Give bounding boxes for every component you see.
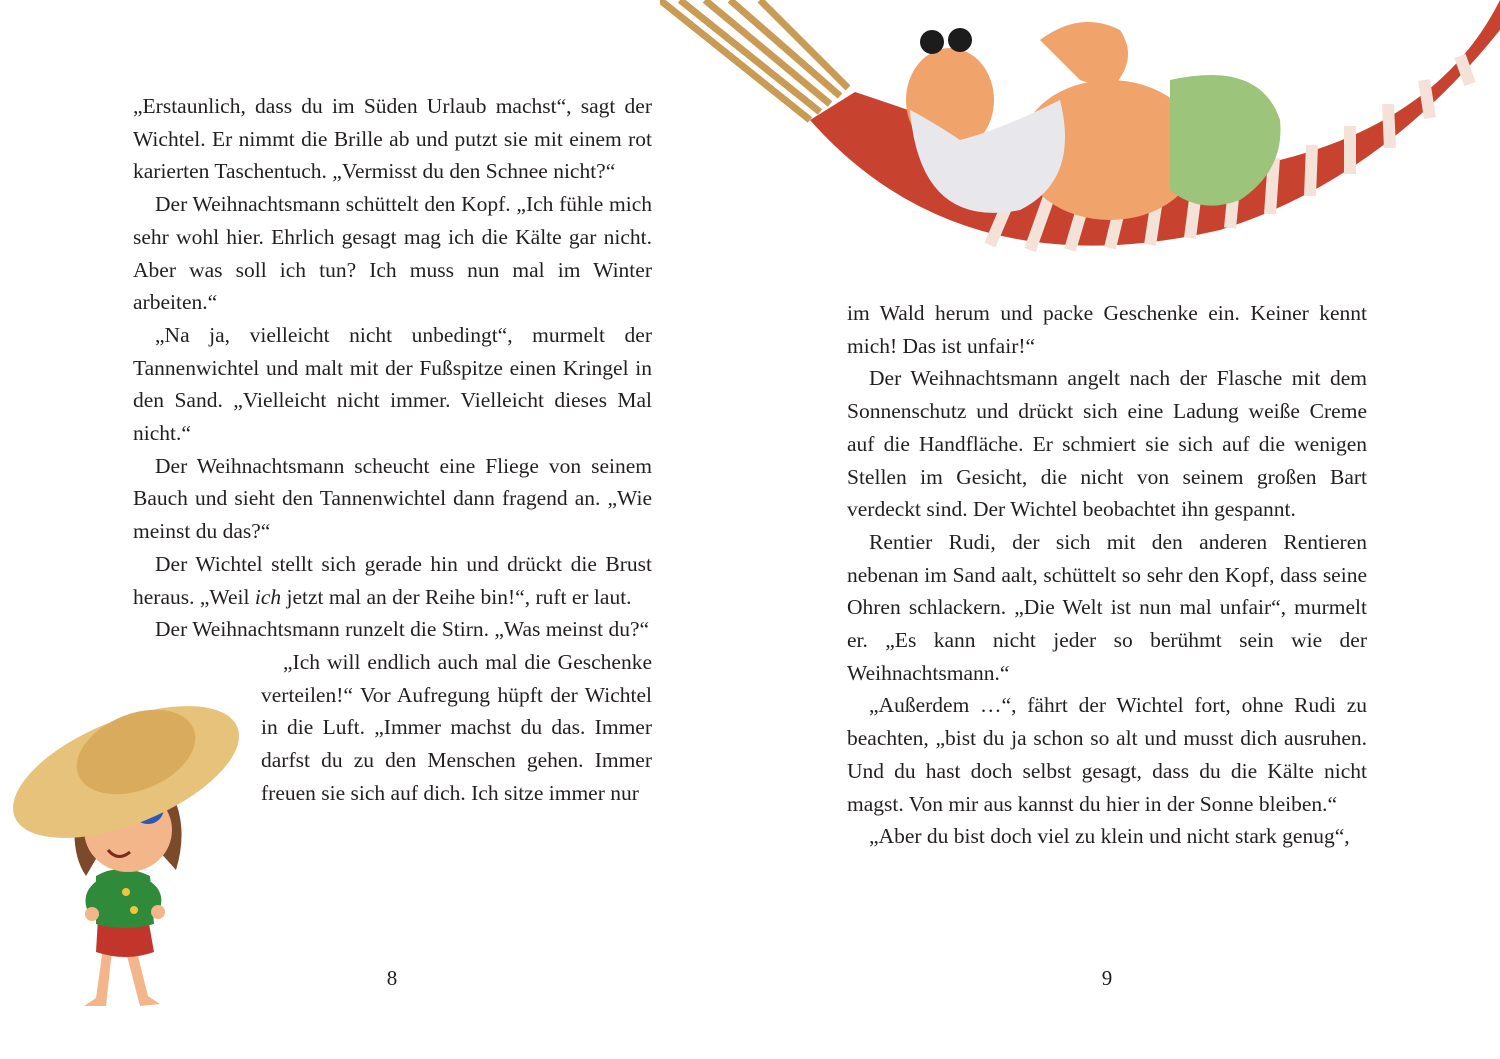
paragraph: Der Weihnachtsmann runzelt die Stirn. „Was meinst du?“	[155, 617, 650, 642]
right-page	[750, 0, 1500, 1059]
paragraph: „Ich will endlich auch mal die Geschenke verteilen!“ Vor Aufregung hüpft der Wichtel in die Luft. „Immer machst du das. Immer darfst du zu den Menschen gehen. Immer freuen sie sich auf dich. Ich sitze immer nur	[261, 649, 652, 805]
paragraph: „Aber du bist doch viel zu klein und nicht stark genug“,	[869, 824, 1350, 849]
paragraph: im Wald herum und packe Geschenke ein. Keiner kennt mich! Das ist unfair!“	[847, 301, 1367, 358]
paragraph-text: Der Wichtel stellt sich gerade hin und drückt die Brust heraus. „Weil	[133, 551, 652, 609]
paragraph: „Erstaunlich, dass du im Süden Urlaub machst“, sagt der Wichtel. Er nimmt die Brille ab und putzt sie mit einem rot karierten Taschentuch. „Vermisst du den Schnee nicht?“	[133, 94, 652, 184]
paragraph: „Na ja, vielleicht nicht unbedingt“, murmelt der Tannenwichtel und malt mit der Fußspitze einen Kringel in den Sand. „Vielleicht nicht immer. Vielleicht dieses Mal nicht.“	[133, 322, 652, 446]
page-number: 9	[1101, 966, 1113, 990]
paragraph: Der Weihnachtsmann schüttelt den Kopf. „Ich fühle mich sehr wohl hier. Ehrlich gesagt mag ich die Kälte gar nicht. Aber was soll ich tun? Ich muss nun mal im Winter arbeiten.“	[133, 192, 652, 315]
paragraph: Der Weihnachtsmann scheucht eine Fliege von seinem Bauch und sieht den Tannenwichtel dann fragend an. „Wie meinst du das?“	[133, 453, 652, 544]
wichtel-hand-left	[85, 907, 99, 921]
right-page-text	[847, 297, 1367, 853]
page-number: 8	[386, 966, 398, 990]
paragraph: Der Weihnachtsmann angelt nach der Flasche mit dem Sonnenschutz und drückt sich eine Ladung weiße Creme auf die Handfläche. Er schmiert sie sich auf die wenigen Stellen im Gesicht, die nicht von seinem großen Bart verdeckt sind. Der Wichtel beobachtet ihn gespannt.	[847, 366, 1367, 522]
paragraph: Rentier Rudi, der sich mit den anderen Rentieren nebenan im Sand aalt, schüttelt so sehr den Kopf, dass seine Ohren schlackern. „Die Welt ist nun mal unfair“, murmelt er. „Es kann nicht jeder so berühmt sein wie der Weihnachtsmann.“	[847, 529, 1367, 685]
shirt-button-2	[130, 906, 138, 914]
emphasis: ich	[254, 584, 282, 609]
paragraph	[133, 548, 652, 613]
wichtel-hand-right	[151, 905, 165, 919]
paragraph-text: jetzt mal an der Reihe bin!“, ruft er laut.	[281, 584, 632, 609]
wichtel-leg-left	[84, 948, 112, 1006]
shirt-button-1	[122, 888, 130, 896]
paragraph: „Außerdem …“, fährt der Wichtel fort, ohne Rudi zu beachten, „bist du ja schon so alt und musst dich ausruhen. Und du hast doch selbst gesagt, dass du die Kälte nicht magst. Von mir aus kannst du hier in der Sonne bleiben.“	[847, 693, 1367, 816]
illustration-wrap-space	[133, 646, 261, 886]
left-page-text	[133, 90, 652, 886]
